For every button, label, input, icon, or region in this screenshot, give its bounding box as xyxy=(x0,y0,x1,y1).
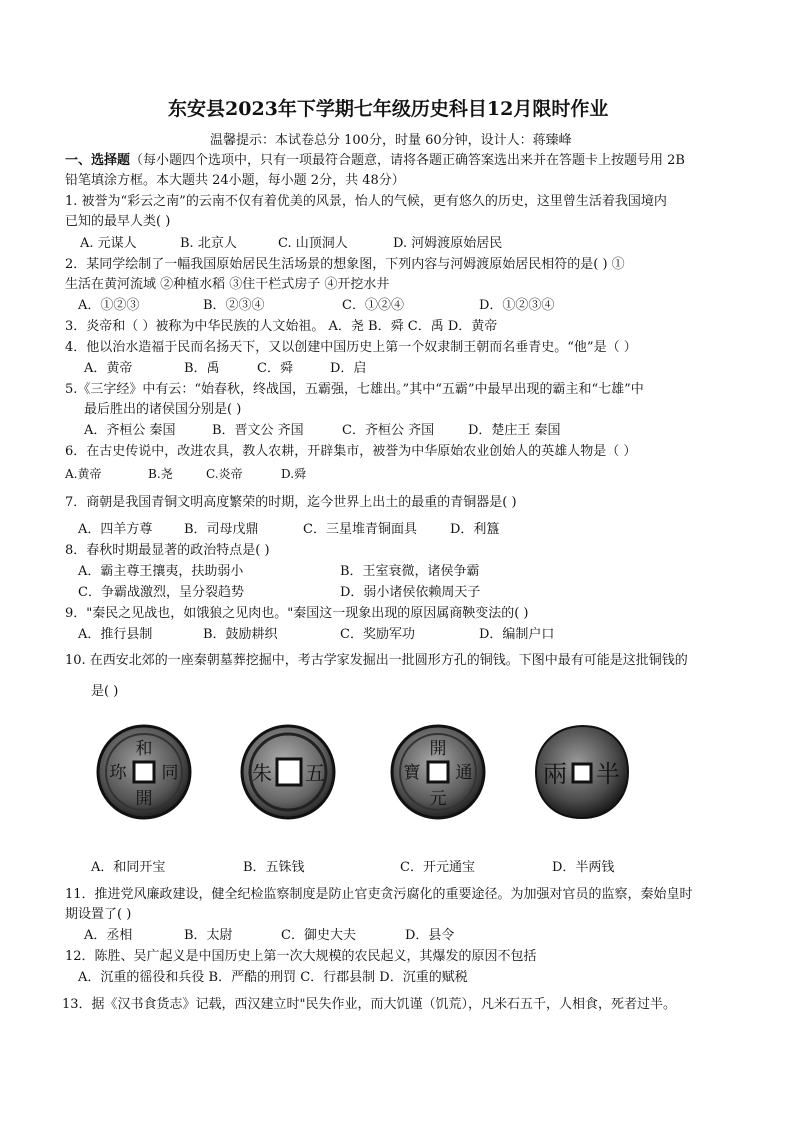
q9-option-d: D．编制户口 xyxy=(479,627,555,642)
q13-stem: 13．据《汉书食货志》记载，西汉建立时"民失作业，而大饥谨（饥荒），凡米石五千，人相食，死者过半。 xyxy=(62,997,677,1012)
q6-option-b: B.尧 xyxy=(148,467,173,481)
q2-stem-line2: 生活在黄河流域 ②种植水稻 ③住干栏式房子 ④开挖水井 xyxy=(65,277,390,292)
q6-option-a: A.黄帝 xyxy=(65,467,102,481)
section-heading: 一、选择题 xyxy=(65,153,131,168)
q7-option-a: A．四羊方尊 xyxy=(78,522,153,537)
section-instructions-2: 铅笔填涂方框。本大题共 24小题，每小题 2分，共 48分） xyxy=(65,173,405,188)
q11-stem-line2: 期设置了( ) xyxy=(65,907,132,922)
coin-b-glyph-left: 朱 xyxy=(252,761,272,785)
q7-option-d: D．利簋 xyxy=(450,522,500,537)
q7-option-b: B．司母戊鼎 xyxy=(184,522,259,537)
q5-option-b: B．晋文公 齐国 xyxy=(212,423,304,438)
q4-option-b: B．禹 xyxy=(184,361,220,376)
coin-c-glyph-left: 寶 xyxy=(403,763,421,783)
coin-a-glyph-left: 珎 xyxy=(109,763,127,783)
page-title: 东安县2023年下学期七年级历史科目12月限时作业 xyxy=(168,98,609,120)
q11-option-c: C．御史大夫 xyxy=(281,928,356,943)
q7-option-c: C．三星堆青铜面具 xyxy=(303,522,417,537)
q4-option-d: D．启 xyxy=(330,361,367,376)
q10-option-a: A．和同开宝 xyxy=(91,860,166,875)
q6-option-c: C.炎帝 xyxy=(206,467,243,481)
q8-stem: 8．春秋时期最显著的政治特点是( ) xyxy=(65,543,270,558)
q8-option-c: C．争霸战激烈，呈分裂趋势 xyxy=(78,585,244,600)
q9-option-b: B．鼓励耕织 xyxy=(203,627,278,642)
coin-image-a xyxy=(96,722,192,822)
q11-option-b: B．太尉 xyxy=(184,928,233,943)
q1-option-a: A. 元谋人 xyxy=(80,236,137,251)
q10-option-c: C．开元通宝 xyxy=(400,860,475,875)
q10-stem-line1: 10. 在西安北郊的一座秦朝墓葬挖掘中，考古学家发掘出一批圆形方孔的铜钱。下图中最有可能是这批铜钱的 xyxy=(65,653,688,668)
q2-option-b: B．②③④ xyxy=(203,298,265,313)
q11-option-d: D．县令 xyxy=(405,928,455,943)
q11-option-a: A．丞相 xyxy=(84,928,133,943)
q1-stem-line1: 1. 被誉为“彩云之南”的云南不仅有着优美的风景，怡人的气候，更有悠久的历史，这里曾生活着我国境内 xyxy=(65,194,667,209)
q4-option-c: C．舜 xyxy=(257,361,293,376)
q2-option-a: A．①②③ xyxy=(78,298,140,313)
q5-option-a: A．齐桓公 秦国 xyxy=(84,423,176,438)
q1-option-b: B. 北京人 xyxy=(180,236,237,251)
coin-image-d xyxy=(532,722,632,822)
q5-option-d: D．楚庄王 秦国 xyxy=(468,423,561,438)
q5-option-c: C．齐桓公 齐国 xyxy=(342,423,435,438)
q1-option-d: D. 河姆渡原始居民 xyxy=(393,236,503,251)
q4-stem: 4．他以治水造福于民而名扬天下，又以创建中国历史上第一个奴隶制王朝而名垂青史。“他”是（ ） xyxy=(65,340,637,355)
q6-option-d: D.舜 xyxy=(281,467,307,481)
q1-stem-line2: 已知的最早人类( ) xyxy=(65,214,171,229)
q2-option-c: C．①②④ xyxy=(342,298,404,313)
q6-stem: 6．在古史传说中，改进农具，教人农耕，开辟集市，被誉为中华原始农业创始人的英雄人物是（ ） xyxy=(65,444,637,459)
section-heading-line xyxy=(65,153,685,169)
q8-option-d: D．弱小诸侯依赖周天子 xyxy=(340,585,481,600)
q11-stem-line1: 11．推进党风廉政建设，健全纪检监察制度是防止官吏贪污腐化的重要途径。为加强对官员的监察，秦始皇时 xyxy=(65,887,693,902)
coin-image-b xyxy=(240,722,336,822)
section-instructions: （每小题四个选项中，只有一项最符合题意，请将各题正确答案选出来并在答题卡上按题号用 2B xyxy=(130,153,685,168)
q1-option-c: C. 山顶洞人 xyxy=(278,236,348,251)
q5-stem-line1: 5.《三字经》中有云：“始春秋，终战国，五霸强，七雄出。”其中“五霸”中最早出现的霸主和“七雄”中 xyxy=(65,382,644,397)
q9-option-a: A．推行县制 xyxy=(78,627,153,642)
q2-option-d: D．①②③④ xyxy=(479,298,555,313)
q3-stem: 3．炎帝和（ ）被称为中华民族的人文始祖。 A．尧 B．舜 C．禹 D．黄帝 xyxy=(65,319,498,334)
coin-d-glyph-left: 兩 xyxy=(543,760,567,788)
q12-options: A．沉重的徭役和兵役 B．严酷的刑罚 C．行郡县制 D．沉重的赋税 xyxy=(78,970,468,985)
q10-stem-line2: 是( ) xyxy=(91,684,119,699)
q5-stem-line2: 最后胜出的诸侯国分别是( ) xyxy=(84,402,242,417)
q12-stem: 12．陈胜、吴广起义是中国历史上第一次大规模的农民起义，其爆发的原因不包括 xyxy=(65,949,537,964)
q7-stem: 7．商朝是我国青铜文明高度繁荣的时期，迄今世界上出土的最重的青铜器是( ) xyxy=(65,495,517,510)
q4-option-a: A．黄帝 xyxy=(84,361,133,376)
q10-option-b: B．五铢钱 xyxy=(243,860,305,875)
q9-option-c: C．奖励军功 xyxy=(340,627,415,642)
q2-stem-line1: 2．某同学绘制了一幅我国原始居民生活场景的想象图，下列内容与河姆渡原始居民相符的是( ) ① xyxy=(65,257,625,272)
coin-image-c xyxy=(390,722,486,822)
coin-a-glyph-top: 和 xyxy=(135,739,153,759)
coin-b-glyph-right: 五 xyxy=(305,761,325,785)
q10-option-d: D．半两钱 xyxy=(552,860,615,875)
coin-d-glyph-right: 半 xyxy=(596,760,620,788)
q8-option-b: B．王室衰微，诸侯争霸 xyxy=(340,564,480,579)
coin-c-glyph-right: 通 xyxy=(455,763,473,783)
q9-stem: 9．"秦民之见战也，如饿狼之见肉也。"秦国这一现象出现的原因属商鞅变法的( ) xyxy=(65,606,529,621)
q8-option-a: A．霸主尊王攘夷，扶助弱小 xyxy=(78,564,244,579)
coin-c-glyph-top: 開 xyxy=(429,739,447,759)
tip-line: 温馨提示：本试卷总分 100分，时量 60分钟，设计人：蒋臻峰 xyxy=(210,133,572,148)
coin-c-glyph-bottom: 元 xyxy=(429,789,447,809)
coin-a-glyph-bottom: 開 xyxy=(135,789,153,809)
coin-a-glyph-right: 同 xyxy=(161,763,179,783)
